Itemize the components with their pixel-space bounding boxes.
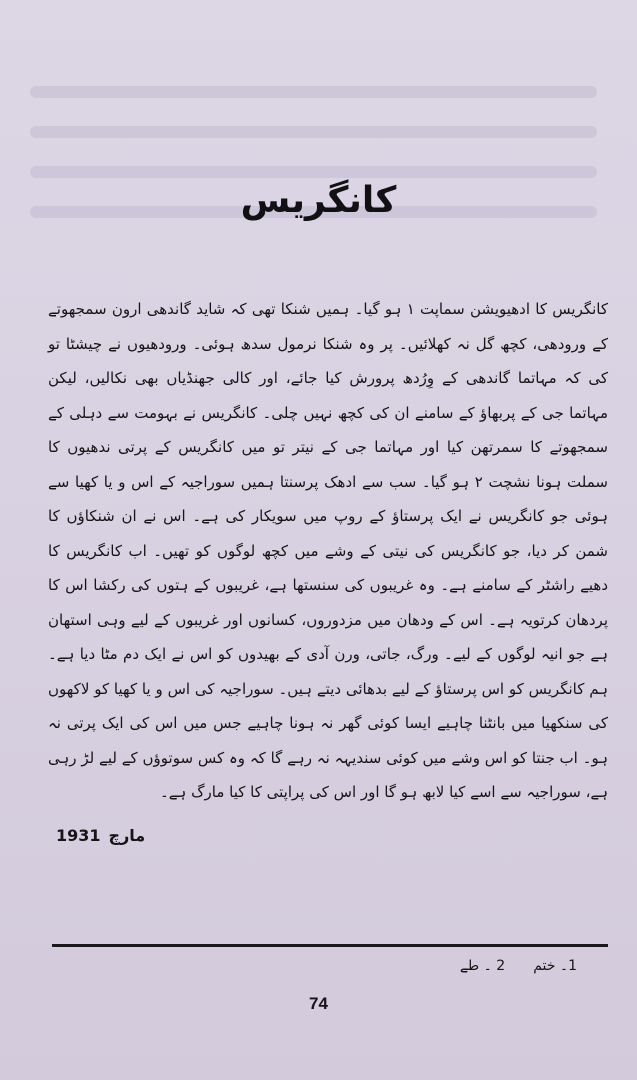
body-text [48,292,608,810]
footnote-1: 1۔ ختم [533,958,577,974]
bleed-through-line [30,126,597,138]
footnote-divider [52,944,608,947]
date-year: 1931 [56,826,101,845]
page-number: 74 [309,994,328,1013]
chapter-title: کانگریس [240,180,397,221]
date-line [56,826,145,845]
bleed-through-line [30,166,597,178]
footnotes [460,958,577,974]
body-paragraph: کانگریس کا ادھیویشن سماپت ۱ ہو گیا۔ ہمیں شنکا تھی کہ شاید گاندھی ارون سمجھوتے کے ورودھی، کچھ گل نہ کھلائیں۔ پر وہ شنکا نرمول سدھ ہوئی۔ ورودھیوں نے چیشٹا تو کی کہ مہاتما گاندھی کے وِرُدھ پرورش کیا جائے، اور کالی جھنڈیاں بھی نکالیں، لیکن مہاتما جی کے پربھاؤ کے سامنے ان کی کچھ نہیں چلی۔ کانگریس نے بہومت سے دہلی کے سمجھوتے کا سمرتھن کیا اور مہاتما جی کے نیتر تو میں کانگریس کے پرتی ندھیوں کا سملت ہونا نشچت ۲ ہو گیا۔ سب سے ادھک پرسنتا ہمیں سوراجیہ کے اس و یا کھیا سے ہوئی جو کانگریس نے ایک پرستاؤ کے روپ میں سویکار کی ہے۔ اس نے ان شنکاؤں کا شمن کر دیا، جو کانگریس کی نیتی کے وشے میں کچھ لوگوں کو تھیں۔ اب کانگریس کا دھیے راشٹر کے سامنے ہے۔ وہ غریبوں کی سنستھا ہے، غریبوں کے ہتوں کی رکشا اس کا پردھان کرتویہ ہے۔ اس کے ودھان میں مزدوروں، کسانوں اور غریبوں کے لیے وہی استھان ہے جو انیہ لوگوں کے لیے۔ ورگ، جاتی، ورن آدی کے بھیدوں کو اس نے ایک دم مٹا دیا ہے۔ ہم کانگریس کو اس پرستاؤ کے لیے بدھائی دیتے ہیں۔ سوراجیہ کی اس و یا کھیا کو لاکھوں کی سنکھیا میں بانٹنا چاہیے ایسا کوئی گھر نہ ہونا چاہیے جس میں اس کی ایک پرتی نہ ہو۔ اب جنتا کو اس وشے میں کوئی سندیہہ نہ رہے گا کہ وہ کس سوتوؤں کے لیے لڑ رہی ہے، سوراجیہ سے اسے کیا لابھ ہو گا اور اس کی پراپتی کا کیا مارگ ہے۔ [48,300,609,801]
bleed-through-line [30,86,597,98]
date-month: مارچ [108,826,146,845]
footnote-2: 2 ۔ طے [459,958,506,974]
